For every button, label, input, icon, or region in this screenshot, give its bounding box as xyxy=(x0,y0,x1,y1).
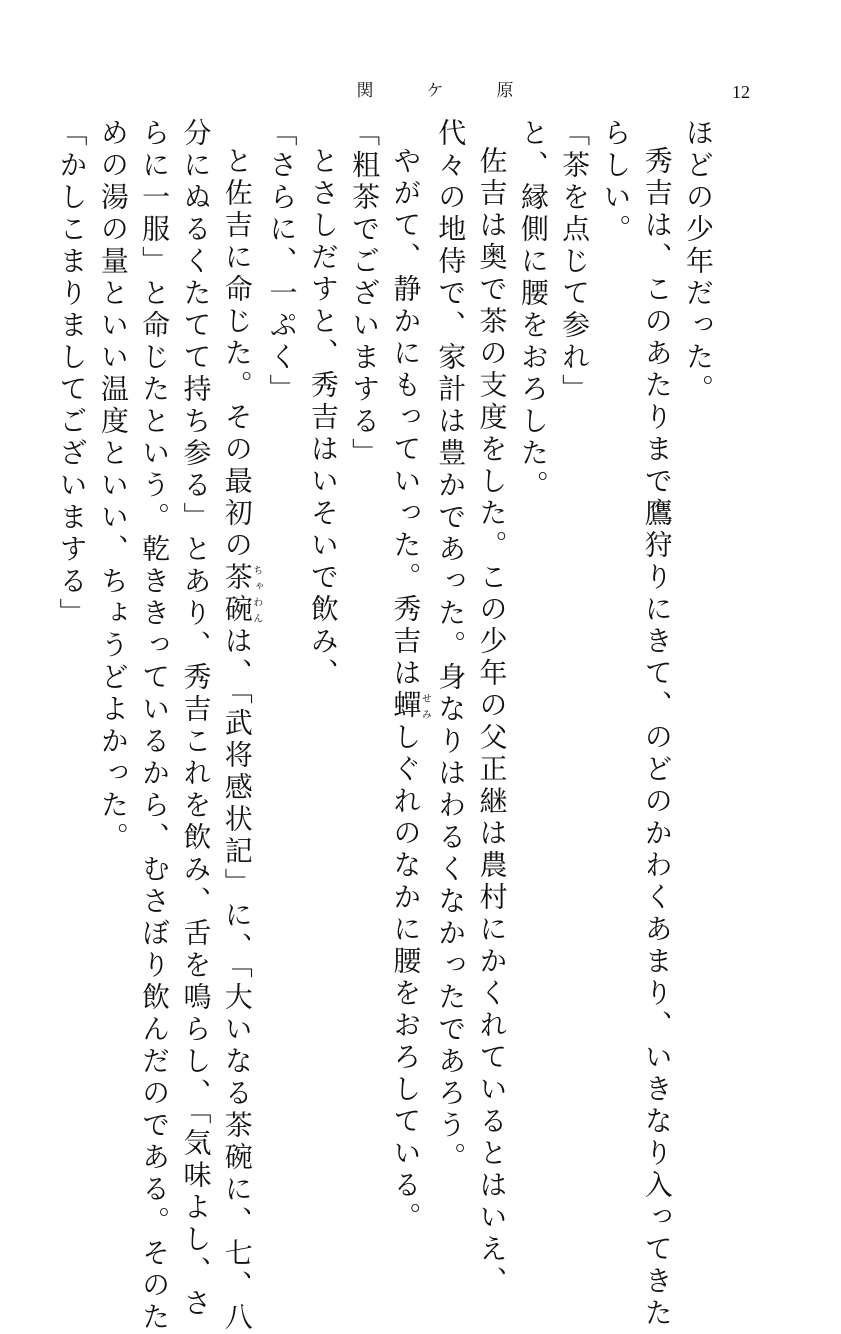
header-char-2: ケ xyxy=(426,81,444,101)
ruby-cicada xyxy=(389,690,431,722)
text-segment: は、「武将感状記」に、「大いなる茶碗に、七、八 xyxy=(220,626,254,1334)
text-line xyxy=(216,118,262,1334)
text-line: めの湯の量といい温度といい、ちょうどよかった。 xyxy=(96,118,130,854)
text-line: ほどの少年だった。 xyxy=(682,118,715,406)
ruby-reading: せみ xyxy=(419,690,431,722)
text-line: らに一服」と命じたという。乾ききっているから、むさぼり飲んだのである。そのた xyxy=(138,118,172,1334)
text-line: 秀吉は、このあたりまで鷹狩りにきて、のどのかわくあまり、いきなり入ってきた xyxy=(640,146,674,1330)
ruby-teabowl xyxy=(220,562,262,626)
ruby-base: 茶碗 xyxy=(220,562,254,626)
text-line: 「茶を点じて参れ」 xyxy=(558,118,592,406)
text-line xyxy=(385,118,431,1234)
header-char-1: 関 xyxy=(356,81,374,101)
ruby-base: 蟬 xyxy=(389,690,423,722)
text-line: 「粗茶でございまする」 xyxy=(348,118,382,470)
text-line: と、縁側に腰をおろした。 xyxy=(516,118,550,502)
text-segment: やがて、静かにもっていった。秀吉は xyxy=(389,146,423,690)
header-char-3: 原 xyxy=(496,81,514,101)
text-line: とさしだすと、秀吉はいそいで飲み、 xyxy=(306,146,340,690)
text-line: 分にぬるくたてて持ち参る」とあり、秀吉これを飲み、舌を鳴らし、「気味よし、さ xyxy=(179,118,213,1320)
vertical-body-text xyxy=(51,118,719,1334)
text-line: 「かしこまりましてございまする」 xyxy=(55,118,89,630)
text-segment: しぐれのなかに腰をおろしている。 xyxy=(389,722,423,1234)
text-line: 「さらに、一ぷく」 xyxy=(265,118,299,406)
text-line: 佐吉は奥で茶の支度をした。この少年の父正継は農村にかくれているとはいえ、 xyxy=(475,146,509,1298)
ruby-reading: ちゃわん xyxy=(250,562,262,626)
text-line: らしい。 xyxy=(599,118,633,246)
running-header-title xyxy=(355,76,515,101)
text-line: 代々の地侍で、家計は豊かであった。身なりはわるくなかったであろう。 xyxy=(434,118,468,1174)
page-number: 12 xyxy=(732,82,750,102)
text-segment: と佐吉に命じた。その最初の xyxy=(220,146,254,562)
